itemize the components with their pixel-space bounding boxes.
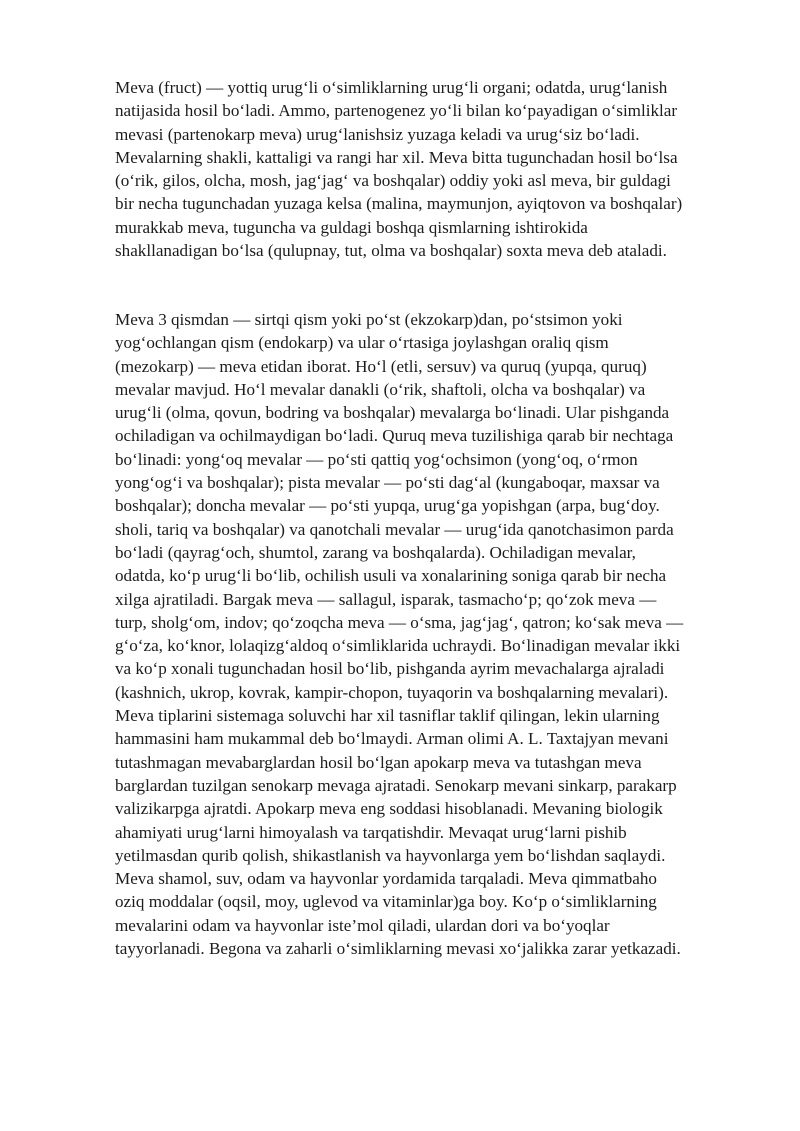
text-line: barglardan tuzilgan senokarp mevaga ajratadi. Senokarp mevani sinkarp, parakarp xyxy=(115,775,677,795)
text-line: valizikarpga ajratdi. Apokarp meva eng soddasi hisoblanadi. Mevaning biologik xyxy=(115,799,663,819)
text-line: yetilmasdan qurib qolish, shikastlanish va hayvonlarga yem bo‘lishdan saqlaydi. xyxy=(115,845,666,865)
text-line: murakkab meva, tuguncha va guldagi boshqa qismlarning ishtirokida xyxy=(115,217,588,237)
text-line: mevasi (partenokarp meva) urug‘lanishsiz yuzaga keladi va urug‘siz bo‘ladi. xyxy=(115,124,640,144)
text-line: yong‘og‘i va boshqalar); pista mevalar — po‘sti dag‘al (kungaboqar, maxsar va xyxy=(115,473,660,493)
text-line: (o‘rik, gilos, olcha, mosh, jag‘jag‘ va boshqalar) oddiy yoki asl meva, bir guldagi xyxy=(115,171,671,191)
text-line: Meva tiplarini sistemaga soluvchi har xil tasniflar taklif qilingan, lekin ularning xyxy=(115,706,660,726)
text-line: bo‘ladi (qayrag‘och, shumtol, zarang va boshqalarda). Ochiladigan mevalar, xyxy=(115,542,636,562)
text-line: Meva 3 qismdan — sirtqi qism yoki po‘st (ekzokarp)dan, po‘stsimon yoki xyxy=(115,310,623,329)
text-line: urug‘li (olma, qovun, bodring va boshqalar) mevalarga bo‘linadi. Ular pishganda xyxy=(115,403,670,423)
text-line: turp, sholg‘om, indov; qo‘zoqcha meva — o‘sma, jag‘jag‘, qatron; ko‘sak meva — xyxy=(115,612,684,632)
text-line: shakllanadigan bo‘lsa (qulupnay, tut, olma va boshqalar) soxta meva deb ataladi. xyxy=(115,241,667,261)
text-line: hammasini ham mukammal deb bo‘lmaydi. Arman olimi A. L. Taxtajyan mevani xyxy=(115,729,669,749)
text-line: Meva (fruct) — yottiq urug‘li o‘simliklarning urug‘li organi; odatda, urug‘lanish xyxy=(115,78,668,97)
paragraph-structure xyxy=(115,308,683,960)
text-line: mevalarini odam va hayvonlar iste’mol qiladi, ulardan dori va bo‘yoqlar xyxy=(115,915,610,935)
text-line: odatda, ko‘p urug‘li bo‘lib, ochilish usuli va xonalarining soniga qarab bir necha xyxy=(115,566,667,586)
text-line: yog‘ochlangan qism (endokarp) va ular o‘rtasiga joylashgan oraliq qism xyxy=(115,333,609,353)
text-line: ochiladigan va ochilmaydigan bo‘ladi. Quruq meva tuzilishiga qarab bir nechtaga xyxy=(115,426,674,446)
paragraph-definition xyxy=(115,76,682,262)
text-line: bir necha tugunchadan yuzaga kelsa (malina, maymunjon, ayiqtovon va boshqalar) xyxy=(115,194,683,214)
text-line: ahamiyati urug‘larni himoyalash va tarqatishdir. Mevaqat urug‘larni pishib xyxy=(115,822,627,842)
text-line: va ko‘p xonali tugunchadan hosil bo‘lib, pishganda ayrim mevachalarga ajraladi xyxy=(115,659,665,679)
text-line: natijasida hosil bo‘ladi. Ammo, partenogenez yo‘li bilan ko‘payadigan o‘simliklar xyxy=(115,101,678,121)
text-line: (mezokarp) — meva etidan iborat. Ho‘l (etli, sersuv) va quruq (yupqa, quruq) xyxy=(115,356,647,376)
text-line: tayyorlanadi. Begona va zaharli o‘simliklarning mevasi xo‘jalikka zarar yetkazadi. xyxy=(115,939,681,959)
text-line: tutashmagan mevabarglardan hosil bo‘lgan apokarp meva va tutashgan meva xyxy=(115,752,642,772)
text-line: (kashnich, ukrop, kovrak, kampir-chopon, tuyaqorin va boshqalarning mevalari). xyxy=(115,682,669,702)
text-line: Meva shamol, suv, odam va hayvonlar yordamida tarqaladi. Meva qimmatbaho xyxy=(115,869,657,889)
text-line: Mevalarning shakli, kattaligi va rangi har xil. Meva bitta tugunchadan hosil bo‘lsa xyxy=(115,147,678,167)
text-line: mevalar mavjud. Ho‘l mevalar danakli (o‘rik, shaftoli, olcha va boshqalar) va xyxy=(115,379,646,399)
text-line: g‘o‘za, ko‘knor, lolaqizg‘aldoq o‘simliklarida uchraydi. Bo‘linadigan mevalar ikki xyxy=(115,636,681,656)
text-line: oziq moddalar (oqsil, moy, uglevod va vitaminlar)ga boy. Ko‘p o‘simliklarning xyxy=(115,892,657,912)
text-line: boshqalar); doncha mevalar — po‘sti yupqa, urug‘ga yopishgan (arpa, bug‘doy. xyxy=(115,496,660,516)
text-line: sholi, tariq va boshqalar) va qanotchali mevalar — urug‘ida qanotchasimon parda xyxy=(115,519,674,539)
text-line: xilga ajratiladi. Bargak meva — sallagul, isparak, tasmacho‘p; qo‘zok meva — xyxy=(115,589,657,609)
text-line: bo‘linadi: yong‘oq mevalar — po‘sti qattiq yog‘ochsimon (yong‘oq, o‘rmon xyxy=(115,449,638,469)
